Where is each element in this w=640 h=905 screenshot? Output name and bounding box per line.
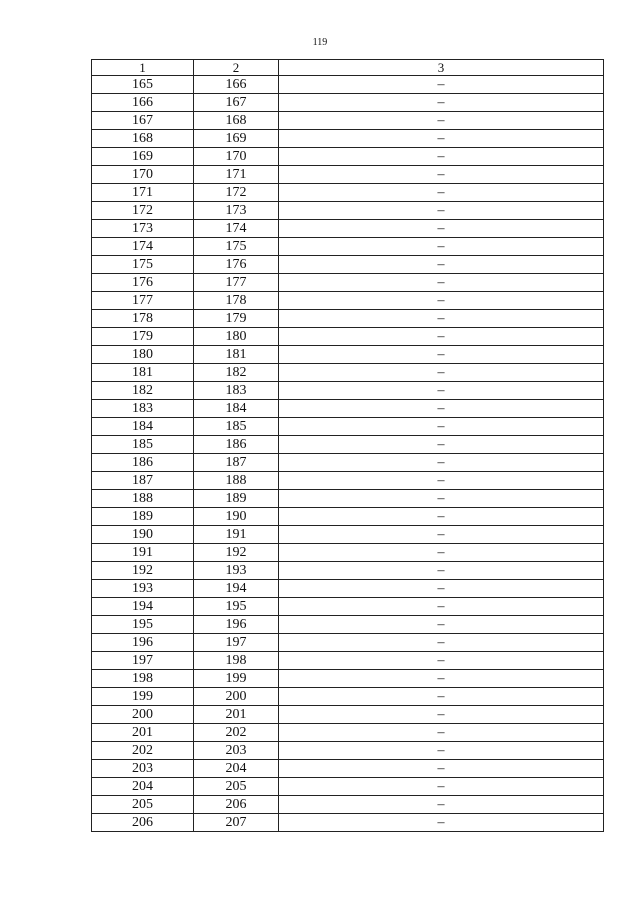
table-row [92,472,604,490]
table-cell-col-1: 198 [92,670,194,688]
table-cell-col-2: 207 [194,814,279,832]
table-cell-col-2: 188 [194,472,279,490]
table-cell-col-2: 166 [194,76,279,94]
table-cell-col-3: – [279,472,604,490]
table-cell-col-3: – [279,796,604,814]
table-cell-col-2: 203 [194,742,279,760]
table-row [92,400,604,418]
table-cell-col-1: 196 [92,634,194,652]
table-row [92,760,604,778]
table-cell-col-1: 190 [92,526,194,544]
table-cell-col-1: 202 [92,742,194,760]
table-cell-col-3: – [279,328,604,346]
table-cell-col-3: – [279,670,604,688]
table-cell-col-1: 191 [92,544,194,562]
table-cell-col-2: 175 [194,238,279,256]
table-cell-col-3: – [279,688,604,706]
table-row [92,112,604,130]
table-row [92,688,604,706]
table-cell-col-1: 179 [92,328,194,346]
table-row [92,130,604,148]
table-row [92,706,604,724]
table-cell-col-1: 192 [92,562,194,580]
table-cell-col-1: 170 [92,166,194,184]
table-cell-col-2: 186 [194,436,279,454]
table-cell-col-3: – [279,616,604,634]
table-cell-col-2: 202 [194,724,279,742]
table-header-row [92,60,604,76]
table-row [92,166,604,184]
table-row [92,328,604,346]
table-row [92,310,604,328]
table-row [92,76,604,94]
table-cell-col-2: 181 [194,346,279,364]
table-cell-col-1: 176 [92,274,194,292]
table-cell-col-1: 174 [92,238,194,256]
table-cell-col-3: – [279,220,604,238]
table-row [92,94,604,112]
table-cell-col-1: 182 [92,382,194,400]
table-cell-col-3: – [279,364,604,382]
table-row [92,418,604,436]
table-cell-col-2: 204 [194,760,279,778]
table-cell-col-1: 203 [92,760,194,778]
table-cell-col-3: – [279,562,604,580]
table-cell-col-2: 198 [194,652,279,670]
table-cell-col-3: – [279,778,604,796]
table-row [92,220,604,238]
table-cell-col-2: 200 [194,688,279,706]
table-cell-col-1: 173 [92,220,194,238]
table-row [92,814,604,832]
table-row [92,436,604,454]
table-row [92,454,604,472]
table-cell-col-3: – [279,94,604,112]
table-cell-col-2: 180 [194,328,279,346]
table-cell-col-1: 167 [92,112,194,130]
table-cell-col-3: – [279,526,604,544]
table-cell-col-3: – [279,112,604,130]
table-cell-col-3: – [279,508,604,526]
table-row [92,652,604,670]
table-cell-col-2: 182 [194,364,279,382]
table-cell-col-3: – [279,166,604,184]
table-cell-col-2: 172 [194,184,279,202]
table-cell-col-2: 195 [194,598,279,616]
table-row [92,490,604,508]
page-number: 119 [312,37,328,48]
table-cell-col-3: – [279,310,604,328]
column-header-3: 3 [279,60,604,76]
table-cell-col-2: 201 [194,706,279,724]
table-cell-col-1: 168 [92,130,194,148]
table-cell-col-2: 190 [194,508,279,526]
table-row [92,544,604,562]
table-row [92,796,604,814]
table-cell-col-3: – [279,634,604,652]
table-cell-col-3: – [279,400,604,418]
table-cell-col-1: 193 [92,580,194,598]
table-cell-col-1: 205 [92,796,194,814]
table-cell-col-2: 187 [194,454,279,472]
table-cell-col-2: 168 [194,112,279,130]
table-cell-col-1: 199 [92,688,194,706]
table-cell-col-1: 195 [92,616,194,634]
table-cell-col-2: 196 [194,616,279,634]
table-cell-col-2: 189 [194,490,279,508]
table-row [92,274,604,292]
table-cell-col-3: – [279,274,604,292]
table-cell-col-2: 183 [194,382,279,400]
table-cell-col-1: 206 [92,814,194,832]
table-cell-col-1: 201 [92,724,194,742]
table-row [92,148,604,166]
table-cell-col-3: – [279,490,604,508]
table-cell-col-1: 197 [92,652,194,670]
table-row [92,598,604,616]
table-cell-col-3: – [279,346,604,364]
table-cell-col-3: – [279,256,604,274]
table-cell-col-2: 174 [194,220,279,238]
table-cell-col-3: – [279,652,604,670]
table-row [92,184,604,202]
table-cell-col-1: 200 [92,706,194,724]
table-cell-col-1: 177 [92,292,194,310]
table-cell-col-1: 175 [92,256,194,274]
table-row [92,778,604,796]
table-cell-col-1: 187 [92,472,194,490]
table-cell-col-2: 191 [194,526,279,544]
table-cell-col-2: 179 [194,310,279,328]
table-cell-col-3: – [279,814,604,832]
table-cell-col-3: – [279,418,604,436]
table-cell-col-1: 185 [92,436,194,454]
table-cell-col-2: 184 [194,400,279,418]
table-cell-col-1: 171 [92,184,194,202]
table-cell-col-3: – [279,148,604,166]
table-cell-col-2: 205 [194,778,279,796]
table-cell-col-3: – [279,184,604,202]
table-row [92,670,604,688]
table-row [92,256,604,274]
table-cell-col-3: – [279,130,604,148]
table-cell-col-3: – [279,202,604,220]
column-header-2: 2 [194,60,279,76]
table-cell-col-2: 167 [194,94,279,112]
table-row [92,238,604,256]
table-cell-col-2: 176 [194,256,279,274]
table-cell-col-3: – [279,598,604,616]
table-row [92,508,604,526]
table-cell-col-3: – [279,724,604,742]
table-cell-col-1: 188 [92,490,194,508]
table-cell-col-3: – [279,76,604,94]
table-row [92,742,604,760]
table-cell-col-2: 177 [194,274,279,292]
table-cell-col-3: – [279,706,604,724]
table-row [92,364,604,382]
table-cell-col-1: 184 [92,418,194,436]
table-cell-col-1: 183 [92,400,194,418]
table-cell-col-3: – [279,760,604,778]
table-cell-col-2: 193 [194,562,279,580]
table-cell-col-1: 186 [92,454,194,472]
table-cell-col-3: – [279,454,604,472]
table-cell-col-3: – [279,580,604,598]
table-row [92,292,604,310]
table-row [92,202,604,220]
table-cell-col-1: 189 [92,508,194,526]
table-cell-col-2: 197 [194,634,279,652]
table-cell-col-1: 181 [92,364,194,382]
table-cell-col-1: 166 [92,94,194,112]
table-cell-col-3: – [279,292,604,310]
table-cell-col-2: 169 [194,130,279,148]
table-row [92,562,604,580]
table-cell-col-3: – [279,382,604,400]
table-cell-col-3: – [279,238,604,256]
table-cell-col-1: 172 [92,202,194,220]
table-cell-col-2: 173 [194,202,279,220]
table-cell-col-2: 171 [194,166,279,184]
table-cell-col-2: 178 [194,292,279,310]
table-cell-col-1: 178 [92,310,194,328]
table-row [92,724,604,742]
table-cell-col-2: 199 [194,670,279,688]
table-cell-col-3: – [279,742,604,760]
table-cell-col-2: 194 [194,580,279,598]
table-cell-col-3: – [279,544,604,562]
table-row [92,580,604,598]
table-cell-col-1: 165 [92,76,194,94]
table-cell-col-2: 185 [194,418,279,436]
table-cell-col-2: 192 [194,544,279,562]
table-row [92,346,604,364]
table-cell-col-1: 204 [92,778,194,796]
column-header-1: 1 [92,60,194,76]
table-cell-col-2: 206 [194,796,279,814]
table-cell-col-2: 170 [194,148,279,166]
table-row [92,634,604,652]
table-cell-col-3: – [279,436,604,454]
table-body [92,76,604,832]
data-table [91,59,604,832]
table-cell-col-1: 194 [92,598,194,616]
table-row [92,382,604,400]
table-cell-col-1: 169 [92,148,194,166]
table-row [92,526,604,544]
table-row [92,616,604,634]
table-cell-col-1: 180 [92,346,194,364]
